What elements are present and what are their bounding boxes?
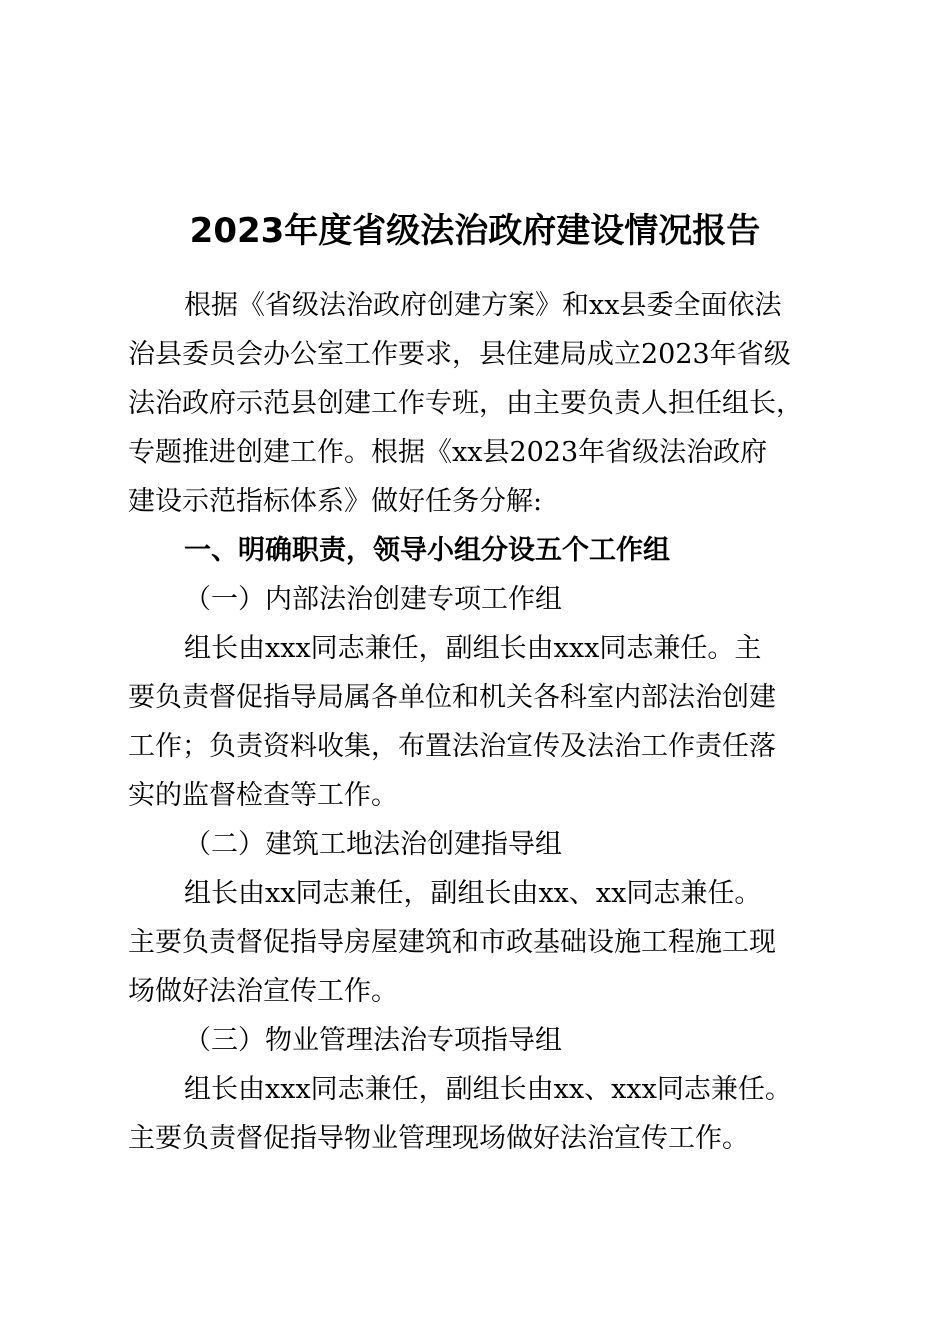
subsection-heading: （三）物业管理法治专项指导组 — [184, 1025, 562, 1056]
body-line: 场做好法治宣传工作。 — [128, 976, 398, 1007]
section-heading: 一、明确职责，领导小组分设五个工作组 — [184, 535, 670, 566]
body-line: 组长由xxx同志兼任，副组长由xx、xxx同志兼任。 — [184, 1074, 792, 1105]
subsection-heading: （一）内部法治创建专项工作组 — [184, 584, 562, 615]
subsection-heading: （二）建筑工地法治创建指导组 — [184, 829, 562, 860]
body-line: 根据《省级法治政府创建方案》和xx县委全面依法 — [184, 290, 782, 321]
body-line: 主要负责督促指导物业管理现场做好法治宣传工作。 — [128, 1123, 749, 1154]
body-line: 建设示范指标体系》做好任务分解: — [128, 486, 543, 517]
body-line: 组长由xx同志兼任，副组长由xx、xx同志兼任。 — [184, 878, 762, 909]
body-line: 专题推进创建工作。根据《xx县2023年省级法治政府 — [128, 437, 768, 468]
document-body — [128, 281, 838, 1163]
body-line: 实的监督检查等工作。 — [128, 780, 398, 811]
body-line: 组长由xxx同志兼任，副组长由xxx同志兼任。主 — [184, 633, 762, 664]
body-line: 要负责督促指导局属各单位和机关各科室内部法治创建 — [128, 682, 776, 713]
body-line: 主要负责督促指导房屋建筑和市政基础设施工程施工现 — [128, 927, 776, 958]
body-line: 工作；负责资料收集，布置法治宣传及法治工作责任落 — [128, 731, 776, 762]
body-line: 法治政府示范县创建工作专班，由主要负责人担任组长， — [128, 388, 803, 419]
body-line: 治县委员会办公室工作要求，县住建局成立2023年省级 — [128, 339, 791, 370]
document-title: 2023年度省级法治政府建设情况报告 — [189, 211, 761, 251]
